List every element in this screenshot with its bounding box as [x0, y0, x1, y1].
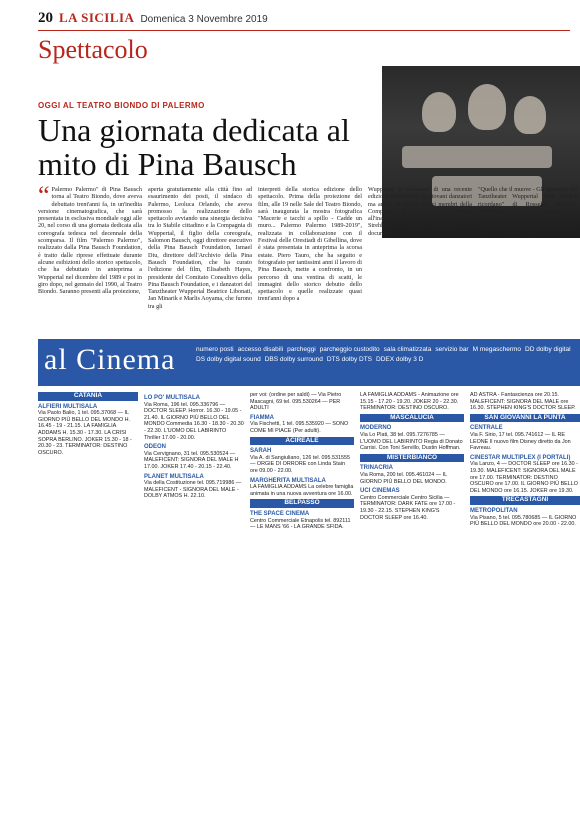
- cinema-name: ALFIERI MULTISALA: [38, 403, 98, 410]
- listing-text: LA FAMIGLIA ADDAMS La celebre famiglia animata in una nuova avventura ore 16.00.: [250, 484, 354, 497]
- city-header: TRECASTAGNI: [470, 496, 580, 505]
- article-column-3: interpreti della storica edizione dello spettacolo. Prima della proiezione del film, alle 19 nelle Sale del Teatro Biondo, sarà inaugurata la mostra fotografica "Macerie e tacchi a spillo - Cadde un muro... Palermo Palermo 1989-2019", realizzata in collaborazione con il Festival delle Orestiadi di Gibellina, dove è stata presentata in anteprima la scorsa estate. Piero Tauro, che ha seguito e fotografato per tantissimi anni il lavoro di Pina Bausch, mette a confronto, in un percorso di una ventina di scatti, le immagini dello storico debutto dello spettacolo e quelle realizzate quasi trent'anni dopo a: [258, 186, 362, 303]
- city-header: SAN GIOVANNI LA PUNTA: [470, 414, 580, 423]
- listing-text: LA FAMIGLIA ADDAMS - Animazione ore 15.15 - 17.20 - 19.20. JOKER 20 - 22.30. TERMINATOR: DESTINO OSCURO.: [360, 392, 459, 412]
- city-header: CATANIA: [38, 392, 138, 401]
- legend-item: DS dolby digital sound: [196, 356, 261, 363]
- listing-text: Via Lanzo, 4 — DOCTOR SLEEP ore 16.30 - 19.30. MALEFICENT: SIGNORA DEL MALE ore 17.00. TERMINATOR: DESTINO OSCURO ore 17.00. IL GIORNO PIÙ BELLO DEL MONDO ore 16.15. JOKER ore 19.30.: [470, 461, 578, 494]
- legend-item: parcheggio custodito: [319, 346, 380, 353]
- page-header: [38, 10, 570, 30]
- listing-text: Via F. Sirio, 17 tel. 095.741612 — IL RE LEONE Il nuovo film Disney diretto da Jon Favreau.: [470, 431, 571, 452]
- legend-item: servizio bar: [435, 346, 469, 353]
- article-body: [38, 186, 578, 336]
- cinema-banner: [38, 339, 580, 386]
- listing-text: per voi: (ordine per saldi) — Via Pietro Mascagni, 69 tel. 095.530264 — PER ADULTI: [250, 392, 342, 412]
- legend-item: accesso disabili: [237, 346, 284, 353]
- cinema-name: CENTRALE: [470, 425, 503, 432]
- listing-text: Via Fischetti, 1 tel. 095.535920 — SONO COME MI PIACE (Per adulti).: [250, 421, 349, 434]
- cinema-name: PLANET MULTISALA: [144, 473, 204, 480]
- cinema-name: FIAMMA: [250, 414, 274, 421]
- legend-item: M megaschermo: [472, 346, 521, 353]
- cinema-name: LO PO' MULTISALA: [144, 395, 200, 401]
- listing-text: Via Roma, 200 tel. 095.461024 — IL GIORNO PIÙ BELLO DEL MONDO.: [360, 471, 447, 485]
- cinema-name: UCI CINEMAS: [360, 488, 400, 495]
- listing-text: AD ASTRA - Fantascienza ore 20.15. MALEFICENT: SIGNORA DEL MALE ore 16.30. STEPHEN KING'S DOCTOR SLEEP.: [470, 392, 576, 412]
- legend-item: numero posti: [196, 346, 234, 353]
- listing-text: Via della Costituzione tel. 095.719986 — MALEFICENT - SIGNORA DEL MALE - DOLBY ATMOS H. 22.10.: [144, 480, 242, 500]
- legend-item: DTS dolby DTS: [326, 356, 373, 363]
- listing-text: Centro Commerciale Etnapolis tel. 892111 — LE MANS '66 - LA GRANDE SFIDA.: [250, 517, 351, 531]
- cinema-name: SARAH: [250, 448, 272, 455]
- city-header: BELPASSO: [250, 499, 354, 508]
- legend-item: DD dolby digital: [525, 346, 571, 353]
- city-header: MISTERBIANCO: [360, 454, 464, 463]
- legend-item: DDEX dolby 3 D: [376, 356, 424, 363]
- cinema-legend: [196, 345, 580, 365]
- article-headline: Una giornata dedicata al mito di Pina Bausch: [38, 112, 350, 182]
- listing-column-5: [470, 392, 580, 820]
- cinema-title: al Cinema: [44, 343, 176, 376]
- article-column-4: Wuppertal in occasione di una recente edizione interpretata da giovani danzatori ma anche da alcuni storici membri della Compagnia. Il fotografo sarà presente all'inaugurazione. Alle 19.15, nella Sala Strehler, si potrà assistere al documentario: [368, 186, 472, 237]
- cinema-name: MODERNO: [360, 425, 392, 432]
- listing-text: Via Cervignano, 31 tel. 095.530524 — MALEFICENT: SIGNORA DEL MALE H 17.00. JOKER 17.40 - 20.15 - 22.40.: [144, 450, 239, 470]
- legend-item: parcheggi: [287, 346, 316, 353]
- cinema-name: MARGHERITA MULTISALA: [250, 477, 326, 484]
- article-column-2: aperta gratuitamente alla città fino ad esaurimento dei posti, il sindaco di Palermo, Leoluca Orlando, che aveva promosso la realizzazione dello spettacolo avviando una sinergia decisiva tra lo Stabile cittadino e la Compagnia di Wuppertal, il figlio della coreografa, Salomon Bausch, oggi direttore esecutivo della Pina Bausch Foundation, Ismael Diu, direttore dell'Archivio della Pina Bausch Foundation, che ha curato l'edizione del film, Elisabeth Hayes, presidente del Comitato Consultivo della Pina Bausch Foundation, e i danzatori del Tanztheater Wuppertal Beatrice Libonati, Jan Minarik e Marlis Aoyama, che furono tra gli: [148, 186, 252, 310]
- legend-item: DBS dolby surround: [264, 356, 323, 363]
- listing-column-4: [360, 392, 464, 820]
- listing-text: Via Pisano, 5 tel. 095.780685 — IL GIORNO PIÙ BELLO DEL MONDO ore 20.00 - 22.00.: [470, 514, 577, 528]
- listing-text: Via Lo Plati, 38 tel. 095.7276785 — L'UOMO DEL LABIRINTO Regia di Donato Carrisi. Con Toni Servillo, Dustin Hoffman.: [360, 431, 463, 452]
- issue-date: Domenica 3 Novembre 2019: [140, 14, 268, 25]
- article-kicker: OGGI AL TEATRO BIONDO DI PALERMO: [38, 101, 205, 110]
- header-rule: [38, 30, 570, 31]
- listing-text: Centro Commerciale Centro Sicilia — TERMINATOR: DARK FATE ore 17.00 - 19.30 - 22.15. STEPHEN KING'S DOCTOR SLEEP ore 16.40.: [360, 494, 456, 521]
- city-header: MASCALUCIA: [360, 414, 464, 423]
- cinema-name: ODEON: [144, 444, 167, 451]
- listing-text: Via A. di Sangiuliano, 126 tel. 095.531555 — ORGIE DI ORRORE con Linda Stain ore 09.00 - 22.00.: [250, 454, 351, 474]
- listing-text: Via Roma, 196 tel. 095.336796 — DOCTOR SLEEP. Horror. 16.30 - 19.05 - 21.40. IL GIORNO PIÙ BELLO DEL MONDO Commedia 16.30 - 18.30 - 20.30 - 22.30. L'UOMO DEL LABIRINTO Thriller 17.00 - 20.00.: [144, 401, 244, 441]
- cinema-name: TRINACRIA: [360, 465, 393, 472]
- cinema-name: THE SPACE CINEMA: [250, 510, 310, 517]
- listing-column-2: [144, 392, 244, 820]
- listing-column-1: [38, 392, 138, 820]
- cinema-name: CINESTAR MULTIPLEX (I PORTALI): [470, 454, 571, 461]
- newspaper-logo: LA SICILIA: [59, 10, 135, 25]
- page-number: 20: [38, 10, 53, 26]
- legend-item: sala climatizzata: [383, 346, 432, 353]
- listing-column-3: [250, 392, 354, 820]
- listing-text: Via Paolo Balio, 1 tel. 095.37068 — IL GIORNO PIÙ BELLO DEL MONDO H. 16.45 - 19 - 21.15. LA FAMIGLIA ADDAMS H. 15.30 - 17.30. LA CRISI SOPRA BERLINO. JOKER 15.30 - 18 - 20.30 - 23. TERMINATOR: DESTINO OSCURO.: [38, 410, 132, 456]
- article-column-1: “ Palermo Palermo" di Pina Bausch torna al Teatro Biondo, dove aveva debuttato trent'anni fa, in un'inedita versione cinematografica, che sarà presentata in esclusiva mondiale oggi alle 20, nel corso di una giornata dedicata alla coreografa tedesca nel decennale della scomparsa. Il film "Palermo Palermo", realizzato dalla Pina Bausch Foundation, è tratto dalle riprese effettuate durante alcune esibizioni dello storico spettacolo, che ha debuttato in anteprima a Wuppertal nel dicembre del 1989 e poi in giro dopo, nel gennaio del 1990, al Teatro Biondo. Saranno presenti alla proiezione,: [38, 186, 142, 296]
- section-title: Spettacolo: [38, 35, 148, 64]
- cinema-name: METROPOLITAN: [470, 507, 518, 514]
- city-header: ACIREALE: [250, 437, 354, 446]
- article-column-5: "Quello che il muove - Gli spettatori del Tanztheater Wuppertal Pina Bausch ricordano" di Rossella Schillaci, presentato a Torino in occasione della manifestazione Mariana Bausch. Durante la memoria, ripercuote la storia curata da Susanne Franco.: [478, 186, 578, 237]
- cinema-listings: [38, 392, 580, 820]
